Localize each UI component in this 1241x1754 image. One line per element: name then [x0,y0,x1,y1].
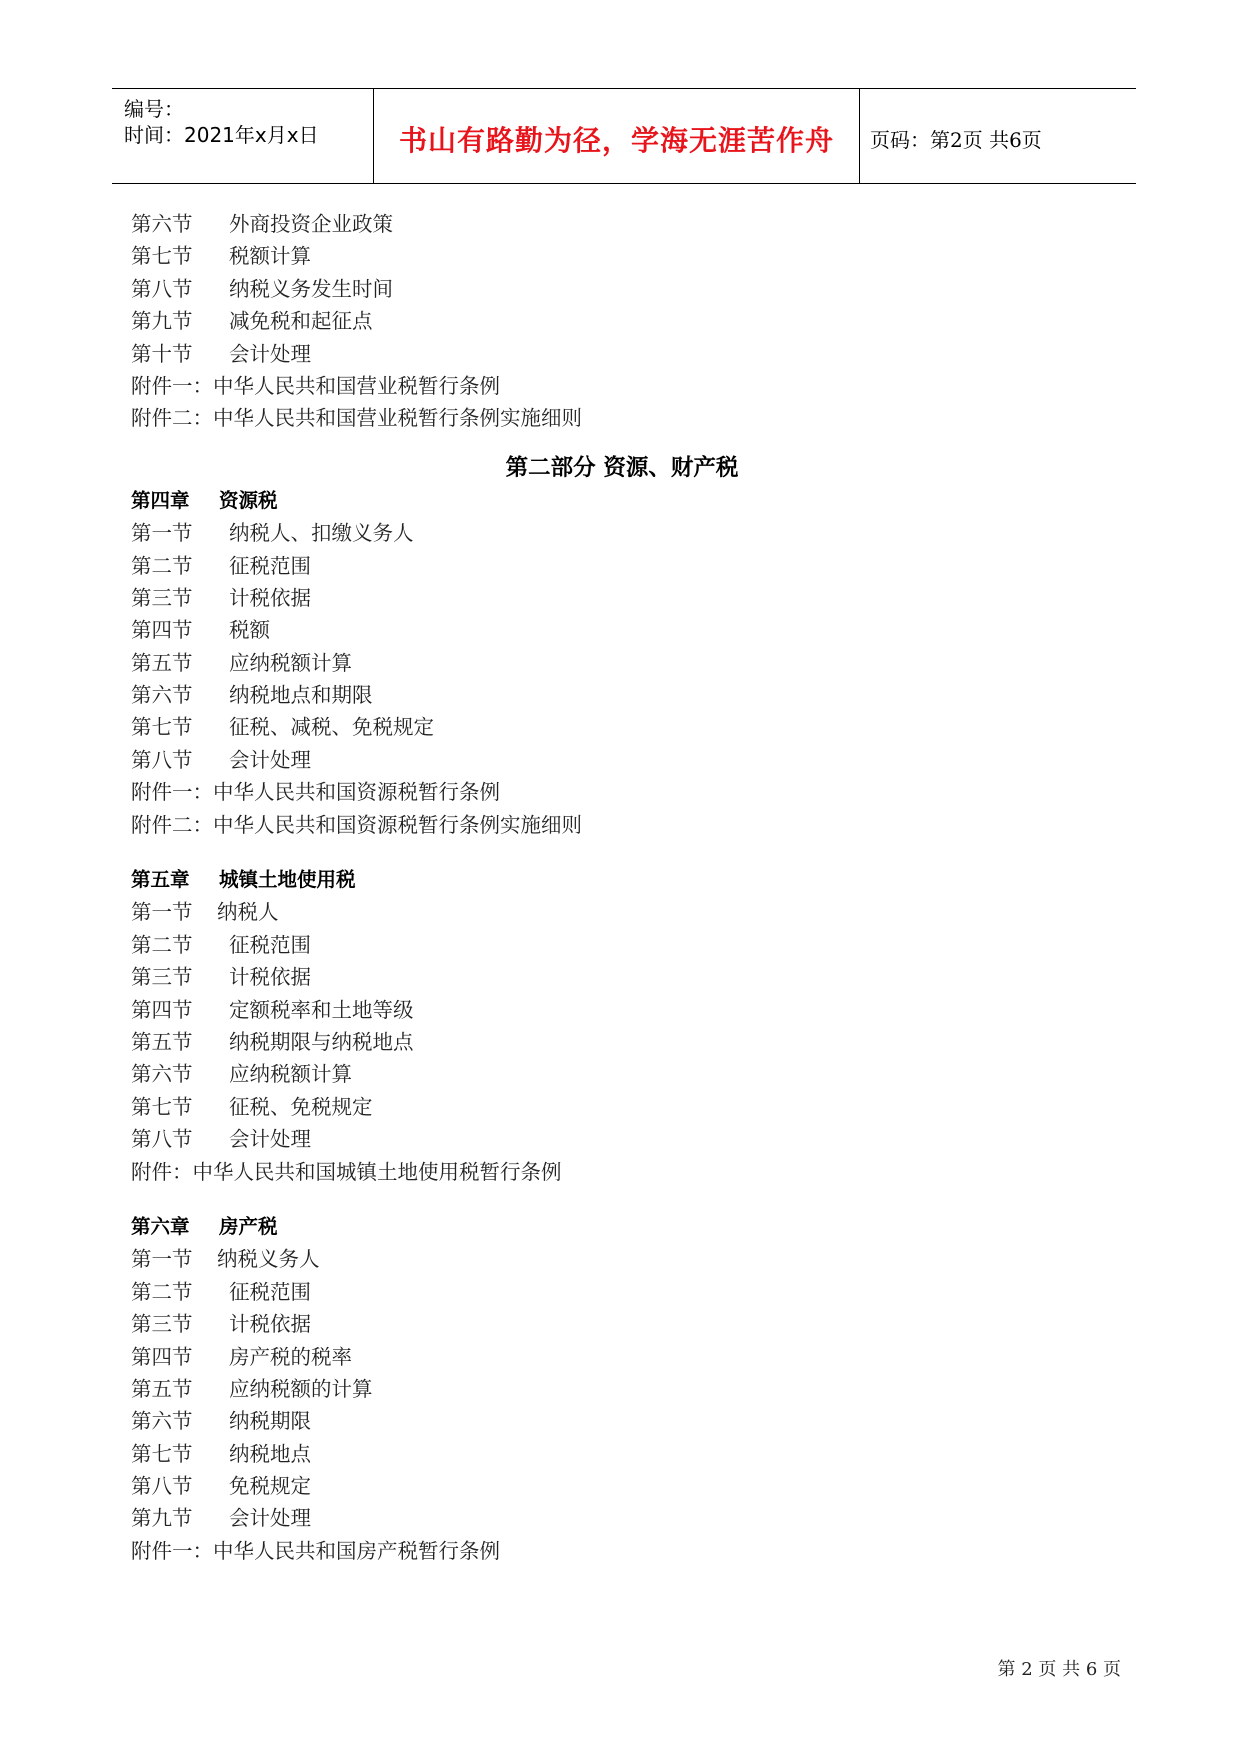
toc-section: 第四节 定额税率和土地等级 [131,997,414,1022]
toc-section: 第八节 会计处理 [131,1127,311,1152]
chapter-heading: 第六章 房产税 [131,1214,278,1238]
toc-section: 第六节 纳税期限 [131,1409,311,1434]
toc-section: 第四节 房产税的税率 [131,1344,352,1369]
toc-section: 第七节 纳税地点 [131,1441,311,1466]
toc-section: 第十节 会计处理 [131,341,311,366]
spacer [131,1188,1111,1211]
toc-section: 第八节 纳税义务发生时间 [131,276,393,301]
toc-section: 第六节 外商投资企业政策 [131,212,393,236]
toc-section: 第一节 纳税义务人 [131,1247,320,1272]
toc-section: 第七节 征税、免税规定 [131,1094,373,1119]
time-label: 时间：2021年x月x日 [124,123,319,147]
toc-section: 第九节 减免税和起征点 [131,309,373,334]
toc-section: 第八节 会计处理 [131,747,311,772]
spacer [131,841,1111,864]
header-page-cell [860,89,1136,183]
chapter-heading: 第四章 资源税 [131,488,278,512]
toc-appendix: 附件：中华人民共和国城镇土地使用税暂行条例 [131,1159,562,1184]
motto: 书山有路勤为径，学海无涯苦作舟 [398,124,834,157]
toc-section: 第三节 计税依据 [131,585,311,610]
header-meta-cell [112,89,373,183]
toc-section: 第八节 免税规定 [131,1474,311,1499]
toc-section: 第二节 征税范围 [131,1279,311,1304]
chapter-heading: 第五章 城镇土地使用税 [131,868,356,892]
header-page-code: 页码：第2页 共6页 [870,128,1042,152]
toc-section: 第五节 应纳税额计算 [131,650,352,675]
toc-section: 第七节 征税、减税、免税规定 [131,715,434,740]
document-body [131,208,1111,1567]
toc-section: 第二节 征税范围 [131,553,311,578]
toc-appendix: 附件一：中华人民共和国资源税暂行条例 [131,780,500,805]
toc-section: 第七节 税额计算 [131,244,311,269]
toc-appendix: 附件二：中华人民共和国营业税暂行条例实施细则 [131,406,582,431]
toc-section: 第一节 纳税人、扣缴义务人 [131,521,414,546]
toc-section: 第二节 征税范围 [131,932,311,957]
toc-section: 第三节 计税依据 [131,965,311,990]
toc-section: 第九节 会计处理 [131,1506,311,1531]
number-label: 编号： [124,97,184,121]
toc-section: 第六节 纳税地点和期限 [131,683,373,708]
toc-section: 第一节 纳税人 [131,900,279,925]
toc-section: 第三节 计税依据 [131,1312,311,1337]
header-motto-cell [373,89,860,183]
toc-section: 第五节 纳税期限与纳税地点 [131,1029,414,1054]
toc-appendix: 附件二：中华人民共和国资源税暂行条例实施细则 [131,812,582,837]
toc-appendix: 附件一：中华人民共和国营业税暂行条例 [131,373,500,398]
page-footer: 第 2 页 共 6 页 [997,1659,1121,1680]
page-header [112,88,1136,184]
part-title: 第二部分 资源、财产税 [505,454,739,481]
toc-section: 第六节 应纳税额计算 [131,1062,352,1087]
toc-appendix: 附件一：中华人民共和国房产税暂行条例 [131,1538,500,1563]
toc-section: 第四节 税额 [131,618,270,643]
toc-section: 第五节 应纳税额的计算 [131,1376,373,1401]
